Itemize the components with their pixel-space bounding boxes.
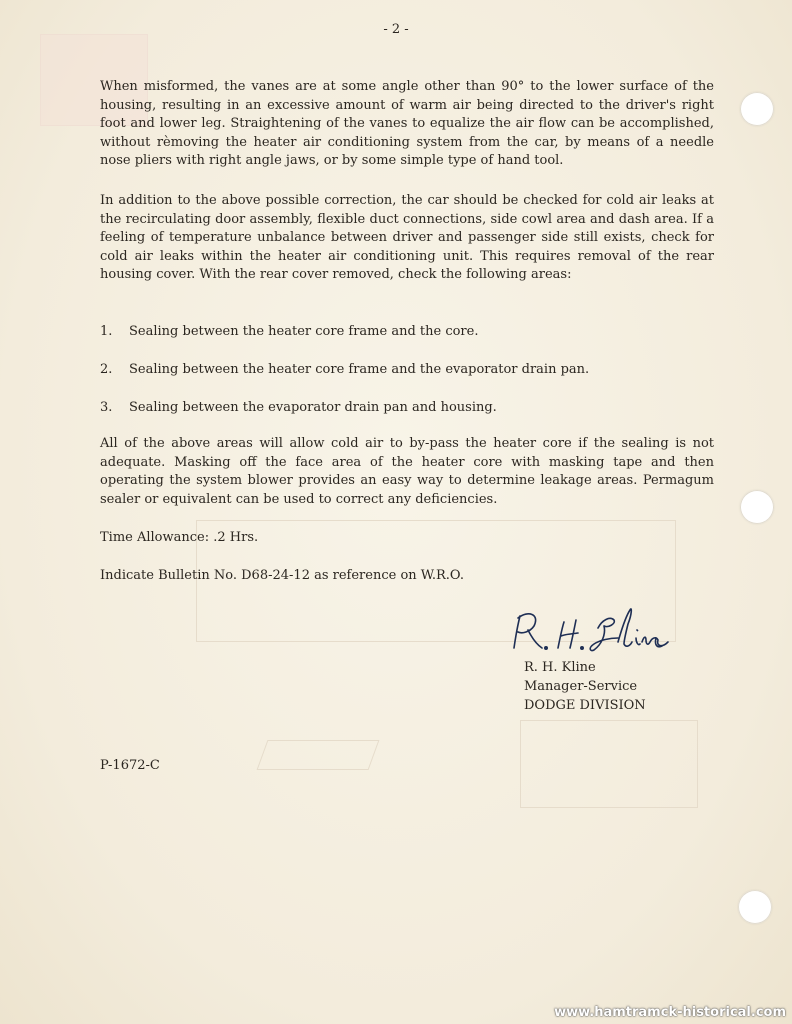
list-item-number: 3. (100, 400, 113, 415)
document-code: P-1672-C (100, 758, 160, 773)
list-item (100, 399, 714, 418)
paragraph-cold-air-leaks (100, 192, 714, 285)
paragraph-closing (100, 435, 714, 509)
list-item-text: Sealing between the heater core frame and the evaporator drain pan. (129, 362, 590, 377)
list-item (100, 361, 714, 380)
page-number: - 2 - (383, 22, 409, 37)
punch-hole (738, 890, 772, 924)
time-allowance: Time Allowance: .2 Hrs. (100, 530, 259, 545)
signature-image (506, 598, 676, 658)
paragraph-vanes (100, 78, 714, 171)
list-item-number: 2. (100, 362, 113, 377)
paragraph-vanes-text: When misformed, the vanes are at some angle other than 90° to the lower surface of the housing, resulting in an excessive amount of warm air being directed to the driver's right foot and lower leg. Straightening of the vanes to equalize the air flow can be accomplished, without rèmoving the heater air conditioning system from the car, by means of a needle nose pliers with right angle jaws, or by some simple type of hand tool. (100, 79, 714, 168)
signatory-name: R. H. Kline (524, 660, 596, 675)
list-item (100, 323, 714, 342)
list-item-text: Sealing between the heater core frame and the core. (129, 324, 479, 339)
list-item-text: Sealing between the evaporator drain pan and housing. (129, 400, 497, 415)
bulletin-reference: Indicate Bulletin No. D68-24-12 as reference on W.R.O. (100, 568, 464, 583)
bleed-through-diagram-2 (520, 720, 698, 808)
list-item-number: 1. (100, 324, 113, 339)
punch-hole (740, 92, 774, 126)
signatory-division: DODGE DIVISION (524, 698, 646, 713)
bleed-through-vanes (257, 740, 380, 770)
site-watermark: www.hamtramck-historical.com (554, 1005, 786, 1020)
paragraph-cold-air-leaks-text: In addition to the above possible correction, the car should be checked for cold air leaks at the recirculating door assembly, flexible duct connections, side cowl area and dash area. If a feeling of temperature unbalance between driver and passenger side still exists, check for cold air leaks within the heater air conditioning unit. This requires removal of the rear housing cover. With the rear cover removed, check the following areas: (100, 193, 714, 282)
signatory-title: Manager-Service (524, 679, 638, 694)
punch-hole (740, 490, 774, 524)
paragraph-closing-text: All of the above areas will allow cold air to by-pass the heater core if the sealing is not adequate. Masking off the face area of the heater core with masking tape and then operating the system blower provides an easy way to determine leakage areas. Permagum sealer or equivalent can be used to correct any deficiencies. (100, 436, 714, 507)
